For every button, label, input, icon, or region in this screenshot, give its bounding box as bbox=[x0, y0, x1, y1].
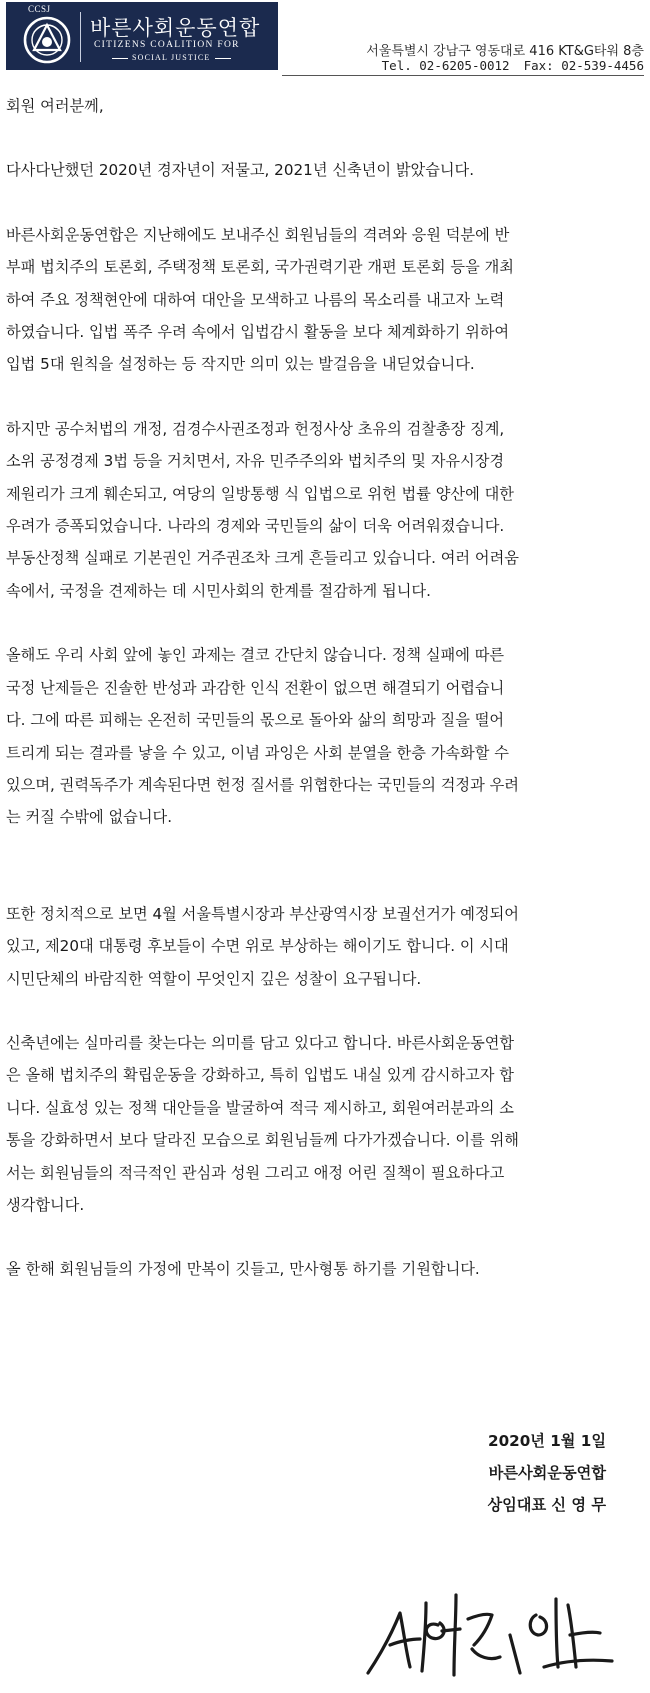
telephone-number: Tel. 02-6205-0012 bbox=[381, 58, 510, 73]
paragraph: 다사다난했던 2020년 경자년이 저물고, 2021년 신축년이 밝았습니다. bbox=[6, 161, 475, 180]
fax-number: Fax: 02-539-4456 bbox=[523, 58, 644, 73]
logo-english-name-line2: SOCIAL JUSTICE bbox=[108, 53, 235, 62]
ccsj-emblem-icon bbox=[16, 10, 78, 66]
header-divider bbox=[282, 75, 644, 76]
logo-divider bbox=[80, 12, 81, 62]
closing-date: 2020년 1월 1일 bbox=[488, 1432, 606, 1450]
organization-address: 서울특별시 강남구 영동대로 416 KT&G타워 8층 bbox=[366, 44, 644, 59]
logo-korean-name: 바른사회운동연합 bbox=[90, 16, 261, 40]
paragraph: 올 한해 회원님들의 가정에 만복이 깃들고, 만사형통 하기를 기원합니다. bbox=[6, 1260, 480, 1279]
closing-organization: 바른사회운동연합 bbox=[488, 1464, 606, 1482]
letter-closing bbox=[487, 1425, 606, 1521]
paragraph: 올해도 우리 사회 앞에 놓인 과제는 결코 간단치 않습니다. 정책 실패에 따른 국정 난제들은 진솔한 반성과 과감한 인식 전환이 없으면 해결되기 어렵습니 다. 그에 따른 피해는 온전히 국민들의 몫으로 돌아와 삶의 희망과 질을 떨어 트리게 되는 결과를 낳을 수 있고, 이념 과잉은 사회 분열을 한층 가속화할 수 있으며, 권력독주가 계속된다면 헌정 질서를 위협한다는 국민들의 걱정과 우려 는 커질 수밖에 없습니다. bbox=[6, 646, 519, 827]
closing-signer: 상임대표 신 영 무 bbox=[487, 1496, 606, 1514]
organization-contact bbox=[368, 58, 644, 73]
organization-logo bbox=[6, 2, 278, 70]
paragraph: 바른사회운동연합은 지난해에도 보내주신 회원님들의 격려와 응원 덕분에 반 부패 법치주의 토론회, 주택정책 토론회, 국가권력기관 개편 토론회 등을 개최 하여 주요 정책현안에 대하여 대안을 모색하고 나름의 목소리를 내고자 노력 하였습니다. 입법 폭주 우려 속에서 입법감시 활동을 보다 체계화하기 위하여 입법 5대 원칙을 설정하는 등 작지만 의미 있는 발걸음을 내딛었습니다. bbox=[6, 225, 514, 374]
salutation: 회원 여러분께, bbox=[6, 97, 104, 115]
logo-abbreviation: CCSJ bbox=[28, 4, 51, 14]
paragraph: 신축년에는 실마리를 찾는다는 의미를 담고 있다고 합니다. 바른사회운동연합 은 올해 법치주의 확립운동을 강화하고, 특히 입법도 내실 있게 감시하고자 합 니다. 실효성 있는 정책 대안들을 발굴하여 적극 제시하고, 회원여러분과의 소 통을 강화하면서 보다 달라진 모습으로 회원님들께 다가가겠습니다. 이를 위해 서는 회원님들의 적극적인 관심과 성원 그리고 애정 어린 질책이 필요하다고 생각합니다. bbox=[6, 1033, 519, 1214]
logo-english-name-line1: CITIZENS COALITION FOR bbox=[94, 40, 240, 50]
letter-body bbox=[6, 90, 606, 1286]
handwritten-signature bbox=[360, 1575, 625, 1685]
paragraph: 하지만 공수처법의 개정, 검경수사권조정과 헌정사상 초유의 검찰총장 징계, 소위 공정경제 3법 등을 거치면서, 자유 민주주의와 법치주의 및 자유시장경 제원리가 크게 훼손되고, 여당의 일방통행 식 입법으로 위헌 법률 양산에 대한 우려가 증폭되었습니다. 나라의 경제와 국민들의 삶이 더욱 어려워졌습니다. 부동산정책 실패로 기본권인 거주권조차 크게 흔들리고 있습니다. 여러 어려움 속에서, 국정을 견제하는 데 시민사회의 한계를 절감하게 됩니다. bbox=[6, 419, 519, 600]
letterhead bbox=[0, 0, 650, 78]
paragraph: 또한 정치적으로 보면 4월 서울특별시장과 부산광역시장 보궐선거가 예정되어 있고, 제20대 대통령 후보들이 수면 위로 부상하는 해이기도 합니다. 이 시대 시민단체의 바람직한 역할이 무엇인지 깊은 성찰이 요구됩니다. bbox=[6, 904, 519, 988]
